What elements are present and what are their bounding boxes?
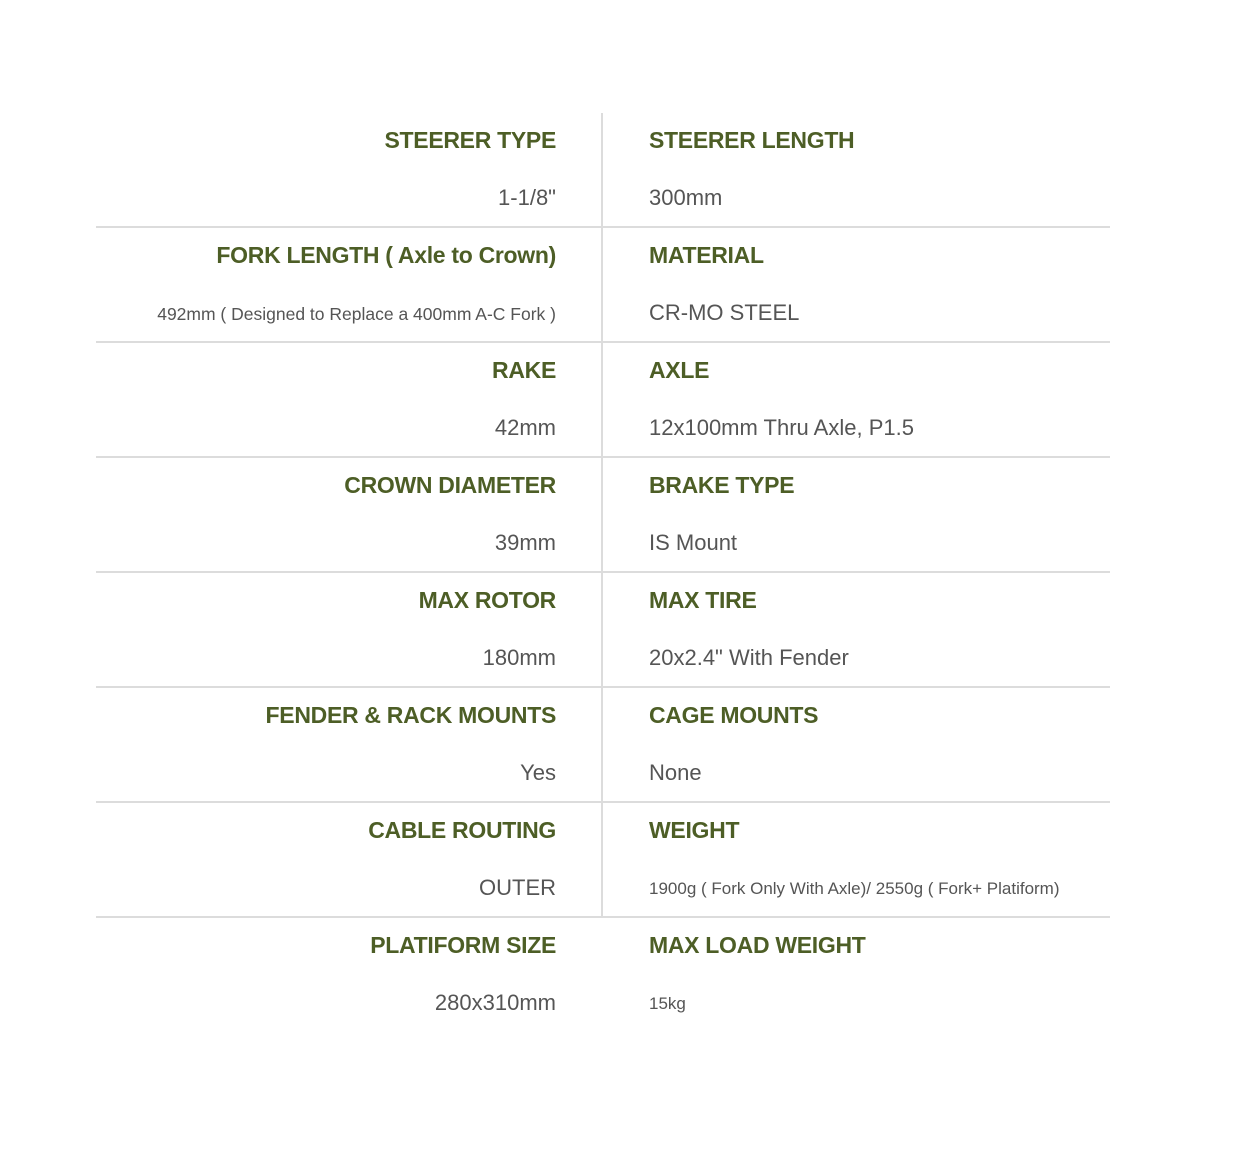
spec-value: 39mm	[494, 530, 556, 555]
spec-cell-max-load-weight	[649, 918, 1169, 1033]
spec-cell-cage-mounts	[649, 688, 1169, 801]
spec-value: CR-MO STEEL	[649, 300, 800, 325]
spec-label: FORK LENGTH ( Axle to Crown)	[216, 242, 556, 268]
spec-row-platform	[96, 918, 1110, 1033]
spec-label: CROWN DIAMETER	[344, 472, 556, 498]
spec-cell-max-rotor	[96, 573, 556, 686]
column-divider	[601, 458, 603, 571]
spec-label: MAX TIRE	[649, 587, 757, 613]
spec-value: OUTER	[479, 875, 556, 900]
spec-label: MAX LOAD WEIGHT	[649, 932, 866, 958]
spec-row-cable-weight	[96, 803, 1110, 918]
spec-label: MAX ROTOR	[418, 587, 556, 613]
spec-value: 42mm	[494, 415, 556, 440]
spec-cell-platform-size	[96, 918, 556, 1033]
spec-label: CABLE ROUTING	[368, 817, 556, 843]
spec-cell-crown-diameter	[96, 458, 556, 571]
spec-row-rotor	[96, 573, 1110, 688]
spec-value: 12x100mm Thru Axle, P1.5	[649, 415, 914, 440]
spec-label: STEERER LENGTH	[649, 127, 855, 153]
spec-cell-axle	[649, 343, 1169, 456]
spec-label: AXLE	[649, 357, 710, 383]
column-divider	[601, 113, 603, 226]
column-divider	[601, 228, 603, 341]
spec-label: MATERIAL	[649, 242, 764, 268]
spec-cell-weight	[649, 803, 1169, 916]
column-divider	[601, 343, 603, 456]
spec-cell-rake	[96, 343, 556, 456]
spec-value: IS Mount	[649, 530, 738, 555]
spec-cell-cable-routing	[96, 803, 556, 916]
spec-cell-steerer-length	[649, 113, 1169, 226]
column-divider	[601, 803, 603, 916]
spec-cell-max-tire	[649, 573, 1169, 686]
spec-table	[96, 113, 1110, 1033]
spec-row-rake	[96, 343, 1110, 458]
spec-cell-brake-type	[649, 458, 1169, 571]
spec-label: STEERER TYPE	[384, 127, 556, 153]
spec-label: RAKE	[492, 357, 556, 383]
spec-row-crown	[96, 458, 1110, 573]
column-divider	[601, 688, 603, 801]
spec-value: 280x310mm	[434, 990, 556, 1015]
spec-value: Yes	[520, 760, 556, 785]
spec-value: 300mm	[649, 185, 723, 210]
spec-cell-fender-rack-mounts	[96, 688, 556, 801]
spec-row-steerer	[96, 113, 1110, 228]
spec-label: CAGE MOUNTS	[649, 702, 819, 728]
spec-value: 20x2.4" With Fender	[649, 645, 849, 670]
spec-value: None	[649, 760, 702, 785]
spec-label: FENDER & RACK MOUNTS	[265, 702, 556, 728]
spec-cell-material	[649, 228, 1169, 341]
spec-label: PLATIFORM SIZE	[370, 932, 556, 958]
spec-value: 1900g ( Fork Only With Axle)/ 2550g ( Fork+ Platiform)	[649, 879, 1060, 898]
spec-value: 492mm ( Designed to Replace a 400mm A-C Fork )	[157, 304, 556, 324]
spec-cell-steerer-type	[96, 113, 556, 226]
spec-label: WEIGHT	[649, 817, 740, 843]
spec-row-mounts	[96, 688, 1110, 803]
spec-value: 180mm	[482, 645, 556, 670]
spec-value: 1-1/8"	[498, 185, 556, 210]
spec-label: BRAKE TYPE	[649, 472, 795, 498]
spec-row-fork-length	[96, 228, 1110, 343]
column-divider	[601, 573, 603, 686]
spec-cell-fork-length	[96, 228, 556, 341]
spec-value: 15kg	[649, 994, 686, 1013]
